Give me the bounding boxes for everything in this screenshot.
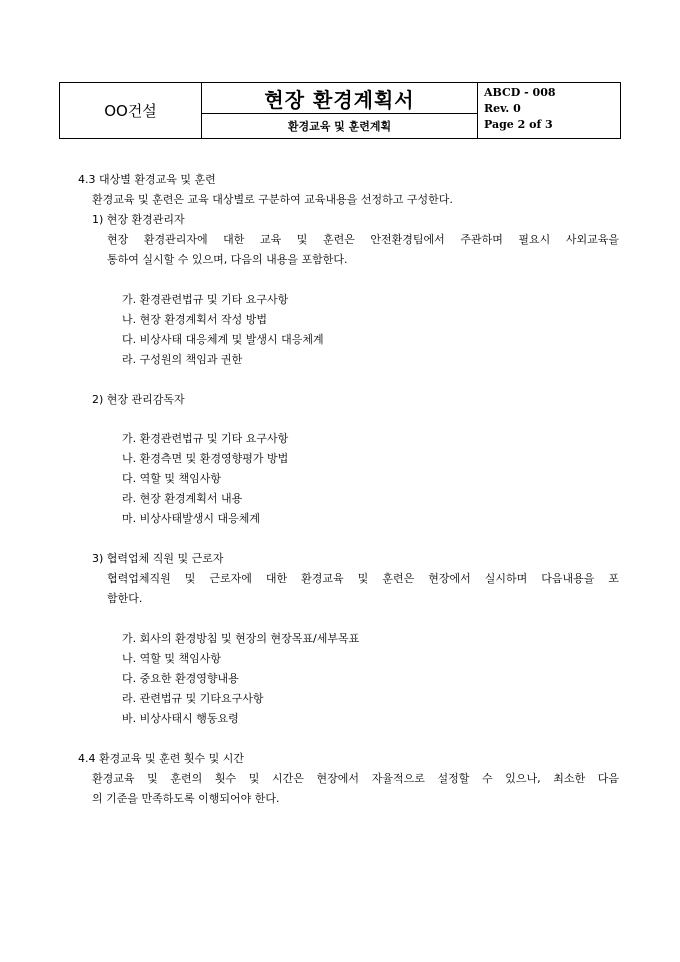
list-item: 마. 비상사태발생시 대응체계 — [122, 512, 261, 525]
subsection-1-paragraph-line: 현장 환경관리자에 대한 교육 및 훈련은 안전환경팀에서 주관하며 필요시 사외교육을 — [107, 233, 619, 246]
list-item: 라. 구성원의 책임과 권한 — [122, 353, 243, 366]
subsection-heading-1: 1) 현장 환경관리자 — [92, 213, 185, 226]
list-item: 바. 비상사태시 행동요령 — [122, 712, 239, 725]
document-subtitle: 환경교육 및 훈련계획 — [202, 114, 478, 139]
subsection-1-paragraph-line: 통하여 실시할 수 있으며, 다음의 내용을 포함한다. — [107, 253, 348, 266]
document-code: ABCD - 008 — [484, 86, 556, 99]
list-item: 다. 중요한 환경영향내용 — [122, 672, 239, 685]
section-heading-4-3: 4.3 대상별 환경교육 및 훈련 — [78, 173, 216, 186]
list-item: 라. 현장 환경계획서 내용 — [122, 492, 243, 505]
document-title: 현장 환경계획서 — [202, 83, 478, 114]
company-name: OO건설 — [60, 83, 202, 139]
subsection-heading-3: 3) 협력업체 직원 및 근로자 — [92, 552, 224, 565]
document-revision: Rev. 0 — [484, 102, 521, 115]
list-item: 나. 환경측면 및 환경영향평가 방법 — [122, 452, 289, 465]
section-heading-4-4: 4.4 환경교육 및 훈련 횟수 및 시간 — [78, 752, 244, 765]
subsection-3-paragraph-line: 협력업체직원 및 근로자에 대한 환경교육 및 훈련은 현장에서 실시하며 다음내용을 포 — [107, 572, 619, 585]
section-4-4-paragraph-line: 의 기준을 만족하도록 이행되어야 한다. — [92, 792, 280, 805]
list-item: 다. 비상사태 대응체계 및 발생시 대응체계 — [122, 333, 324, 346]
subsection-heading-2: 2) 현장 관리감독자 — [92, 393, 185, 406]
page-number: Page 2 of 3 — [484, 118, 553, 131]
list-item: 가. 환경관련법규 및 기타 요구사항 — [122, 432, 289, 445]
list-item: 나. 현장 환경계획서 작성 방법 — [122, 313, 267, 326]
list-item: 다. 역할 및 책임사항 — [122, 472, 221, 485]
list-item: 나. 역할 및 책임사항 — [122, 652, 221, 665]
document-meta — [478, 83, 621, 139]
list-item: 가. 회사의 환경방침 및 현장의 현장목표/세부목표 — [122, 632, 360, 645]
section-4-4-paragraph-line: 환경교육 및 훈련의 횟수 및 시간은 현장에서 자율적으로 설정할 수 있으나, 최소한 다음 — [92, 772, 619, 785]
document-header-table — [59, 82, 621, 139]
subsection-3-paragraph-line: 함한다. — [107, 592, 143, 605]
list-item: 라. 관련법규 및 기타요구사항 — [122, 692, 264, 705]
list-item: 가. 환경관련법규 및 기타 요구사항 — [122, 293, 289, 306]
section-intro-4-3: 환경교육 및 훈련은 교육 대상별로 구분하여 교육내용을 선정하고 구성한다. — [92, 193, 453, 206]
